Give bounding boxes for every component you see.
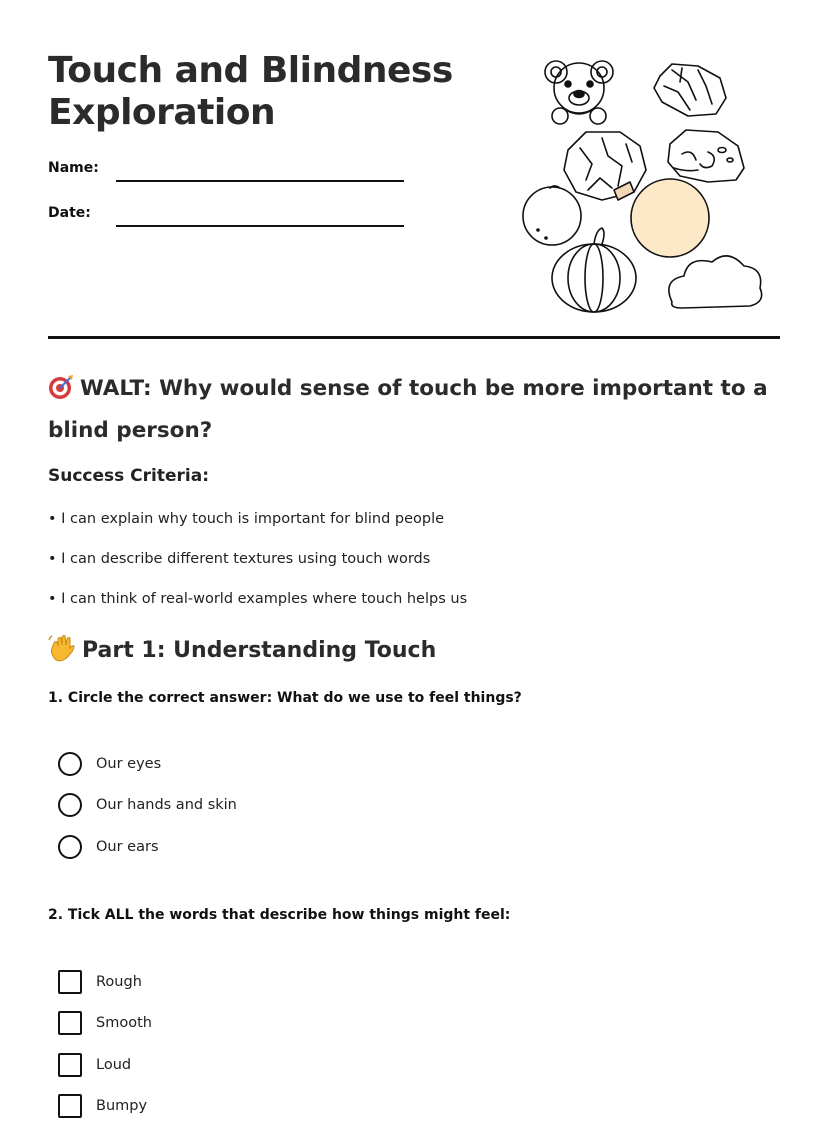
q1-options bbox=[58, 743, 237, 868]
question-1: 1. Circle the correct answer: What do we use to feel things? bbox=[48, 690, 522, 706]
q2-option[interactable] bbox=[58, 1044, 152, 1086]
q1-option[interactable] bbox=[58, 826, 237, 868]
success-criteria-title: Success Criteria: bbox=[48, 466, 209, 486]
pumpkin-icon bbox=[552, 228, 636, 312]
option-label: Rough bbox=[96, 974, 142, 990]
date-label: Date: bbox=[48, 205, 91, 221]
ball-icon bbox=[631, 179, 709, 257]
teddy-bear-icon bbox=[545, 61, 613, 124]
q2-option[interactable] bbox=[58, 1003, 152, 1045]
rock-icon bbox=[564, 132, 646, 200]
q1-option[interactable] bbox=[58, 743, 237, 785]
option-label: Our eyes bbox=[96, 756, 161, 772]
page-title: Touch and Blindness Exploration bbox=[48, 50, 468, 134]
radio-button[interactable] bbox=[58, 835, 82, 859]
option-label: Smooth bbox=[96, 1015, 152, 1031]
date-field[interactable] bbox=[116, 225, 404, 227]
checkbox[interactable] bbox=[58, 1094, 82, 1118]
q1-option[interactable] bbox=[58, 785, 237, 827]
name-field[interactable] bbox=[116, 180, 404, 182]
q2-option[interactable] bbox=[58, 961, 152, 1003]
option-label: Bumpy bbox=[96, 1098, 147, 1114]
section-divider bbox=[48, 336, 780, 339]
radio-button[interactable] bbox=[58, 793, 82, 817]
checkbox[interactable] bbox=[58, 1011, 82, 1035]
textures-illustration bbox=[522, 52, 768, 316]
rock-icon bbox=[668, 130, 744, 182]
option-label: Our hands and skin bbox=[96, 797, 237, 813]
question-2: 2. Tick ALL the words that describe how things might feel: bbox=[48, 907, 510, 923]
q2-option[interactable] bbox=[58, 1086, 152, 1127]
orange-icon bbox=[523, 186, 581, 245]
criteria-item: • I can explain why touch is important for blind people bbox=[48, 504, 467, 544]
checkbox[interactable] bbox=[58, 1053, 82, 1077]
criteria-item: • I can think of real-world examples where touch helps us bbox=[48, 584, 467, 624]
q2-options bbox=[58, 961, 152, 1127]
name-label: Name: bbox=[48, 160, 99, 176]
target-icon bbox=[48, 374, 74, 412]
checkbox[interactable] bbox=[58, 970, 82, 994]
radio-button[interactable] bbox=[58, 752, 82, 776]
success-criteria-list bbox=[48, 504, 467, 624]
part1-heading bbox=[48, 634, 436, 668]
part1-title: Part 1: Understanding Touch bbox=[82, 638, 436, 663]
cloud-icon bbox=[669, 256, 762, 308]
option-label: Our ears bbox=[96, 839, 159, 855]
walt-heading bbox=[48, 370, 780, 449]
walt-text: WALT: Why would sense of touch be more important to a blind person? bbox=[48, 376, 768, 443]
rock-icon bbox=[654, 64, 726, 116]
worksheet-page bbox=[48, 0, 780, 1118]
waving-hand-icon bbox=[48, 634, 76, 668]
option-label: Loud bbox=[96, 1057, 131, 1073]
criteria-item: • I can describe different textures using touch words bbox=[48, 544, 467, 584]
